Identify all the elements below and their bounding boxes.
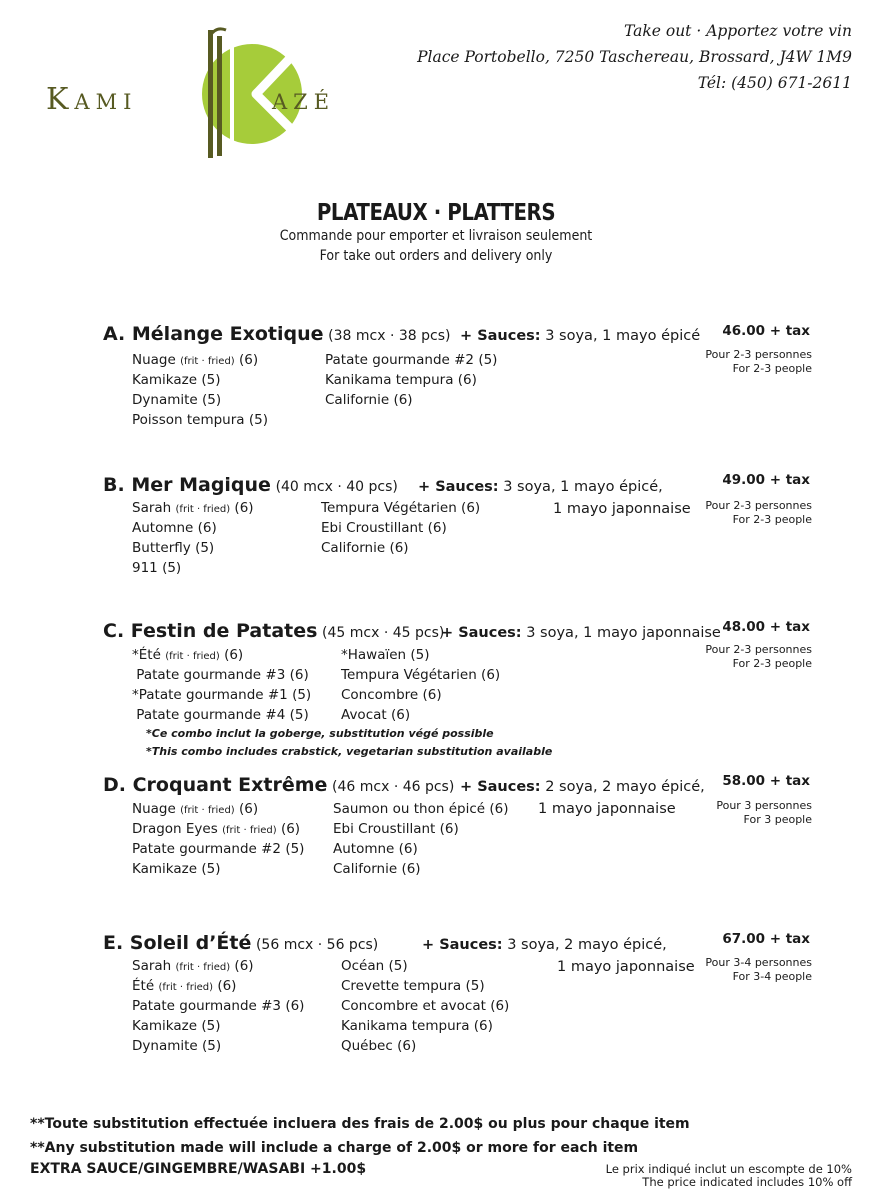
- item-count: (5): [195, 540, 215, 556]
- section-pieces: (45 mcx · 45 pcs): [322, 625, 445, 641]
- sauces-text-continued: 1 mayo japonnaise: [538, 801, 676, 817]
- section-name: D. Croquant Extrême: [103, 774, 328, 796]
- combo-note: *Ce combo inclut la goberge, substitution végé possible: [146, 727, 494, 740]
- contact-phone: Tél: (450) 671-2611: [697, 74, 852, 92]
- servings-en: For 2-3 people: [732, 362, 812, 375]
- item-note: (frit · fried): [165, 651, 220, 662]
- item-count: (6): [481, 667, 501, 683]
- menu-item: [132, 958, 254, 974]
- subtitle-fr: Commande pour emporter et livraison seulement: [279, 228, 593, 244]
- discount-fr: Le prix indiqué inclut un escompte de 10%: [605, 1162, 852, 1176]
- menu-item: [132, 1018, 220, 1034]
- sauces-text: 3 soya, 2 mayo épicé,: [507, 937, 667, 953]
- footer-substitution-fr: **Toute substitution effectuée incluera des frais de 2.00$ ou plus pour chaque item: [30, 1116, 690, 1132]
- section-sauces: [441, 625, 721, 641]
- item-name: Dynamite: [132, 392, 198, 408]
- menu-item: [333, 841, 418, 857]
- item-count: (6): [489, 801, 509, 817]
- item-name: Concombre: [341, 687, 419, 703]
- item-count: (5): [292, 687, 312, 703]
- section-sauces: [422, 937, 667, 953]
- item-name: Sarah: [132, 958, 172, 974]
- item-name: Ebi Croustillant: [333, 821, 436, 837]
- section-price: 58.00 + tax: [722, 773, 810, 789]
- item-name: Kanikama tempura: [325, 372, 454, 388]
- footer-discount: [606, 1163, 852, 1189]
- sauces-text: 2 soya, 2 mayo épicé,: [545, 779, 705, 795]
- sauces-label: + Sauces:: [422, 937, 503, 953]
- section-price: 46.00 + tax: [722, 323, 810, 339]
- servings-en: For 3 people: [743, 813, 812, 826]
- menu-item: [321, 520, 447, 536]
- menu-item: [132, 801, 258, 817]
- section-heading: [103, 620, 444, 642]
- item-note: (frit · fried): [180, 356, 235, 367]
- item-count: (5): [201, 1018, 221, 1034]
- item-count: (5): [202, 392, 222, 408]
- item-name: Dynamite: [132, 1038, 198, 1054]
- item-name: Concombre et avocat: [341, 998, 486, 1014]
- menu-item: [325, 392, 413, 408]
- section-price: 67.00 + tax: [722, 931, 810, 947]
- section-heading: [103, 932, 378, 954]
- item-count: (6): [390, 707, 411, 723]
- item-name: Kamikaze: [132, 1018, 198, 1034]
- subtitle-en: For take out orders and delivery only: [319, 248, 553, 264]
- contact-line: Take out · Apportez votre vin: [624, 22, 852, 40]
- menu-item: [132, 352, 258, 368]
- menu-item: [333, 821, 459, 837]
- item-count: (6): [422, 687, 442, 703]
- section-sauces: [418, 479, 663, 495]
- section-servings: [705, 643, 812, 671]
- section-pieces: (46 mcx · 46 pcs): [332, 779, 455, 795]
- item-count: (6): [197, 520, 217, 536]
- menu-item: [325, 352, 497, 368]
- item-name: Dragon Eyes: [132, 821, 218, 837]
- section-sauces: [460, 779, 705, 795]
- discount-en: The price indicated includes 10% off: [642, 1175, 852, 1189]
- item-name: Océan: [341, 958, 385, 974]
- section-heading: [103, 323, 450, 345]
- item-count: (6): [457, 372, 477, 388]
- sauces-label: + Sauces:: [460, 328, 541, 344]
- menu-item: [132, 412, 268, 428]
- section-sauces: [460, 328, 700, 344]
- menu-item: [132, 540, 214, 556]
- item-count: (6): [224, 647, 244, 663]
- menu-item: [341, 1018, 493, 1034]
- menu-item: [132, 372, 220, 388]
- item-note: (frit · fried): [222, 825, 277, 836]
- servings-fr: Pour 2-3 personnes: [705, 499, 812, 512]
- section-pieces: (40 mcx · 40 pcs): [275, 479, 398, 495]
- menu-item: [132, 687, 311, 703]
- sauces-label: + Sauces:: [418, 479, 499, 495]
- menu-item: [341, 1038, 416, 1054]
- footer-substitution-en: **Any substitution made will include a charge of 2.00$ or more for each item: [30, 1140, 639, 1156]
- item-count: (6): [285, 998, 305, 1014]
- section-name: B. Mer Magique: [103, 474, 271, 496]
- item-name: Ebi Croustillant: [321, 520, 424, 536]
- item-count: (6): [439, 821, 459, 837]
- menu-item: [132, 841, 304, 857]
- item-note: (frit · fried): [158, 982, 214, 993]
- menu-item: [132, 821, 300, 837]
- sauces-label: + Sauces:: [460, 779, 541, 795]
- item-count: (6): [401, 861, 421, 877]
- item-note: (frit · fried): [175, 504, 231, 515]
- servings-fr: Pour 3 personnes: [716, 799, 812, 812]
- item-count: (5): [465, 978, 485, 994]
- servings-en: For 2-3 people: [732, 657, 812, 670]
- item-name: Poisson tempura: [132, 412, 245, 428]
- item-count: (6): [473, 1018, 493, 1034]
- item-name: Nuage: [132, 801, 176, 817]
- servings-en: For 2-3 people: [732, 513, 812, 526]
- servings-fr: Pour 2-3 personnes: [705, 643, 812, 656]
- menu-item: [132, 978, 236, 994]
- item-count: (6): [280, 821, 301, 837]
- section-name: C. Festin de Patates: [103, 620, 318, 642]
- menu-item: [132, 647, 243, 663]
- sauces-label: + Sauces:: [441, 625, 522, 641]
- item-count: (6): [393, 392, 413, 408]
- section-servings: [705, 499, 812, 527]
- section-servings: [705, 348, 812, 376]
- servings-en: For 3-4 people: [732, 970, 812, 983]
- section-price: 48.00 + tax: [722, 619, 810, 635]
- item-count: (6): [239, 352, 259, 368]
- menu-item: [341, 707, 410, 723]
- item-name: Saumon ou thon épicé: [333, 801, 486, 817]
- menu-item: [341, 998, 509, 1014]
- item-count: (5): [478, 352, 498, 368]
- item-name: Californie: [333, 861, 398, 877]
- contact-address: Place Portobello, 7250 Taschereau, Brossard, J4W 1M9: [417, 48, 852, 66]
- section-pieces: (38 mcx · 38 pcs): [328, 328, 451, 344]
- menu-item: [333, 801, 509, 817]
- section-servings: [716, 799, 812, 827]
- section-heading: [103, 774, 454, 796]
- item-name: Butterfly: [132, 540, 191, 556]
- item-count: (5): [202, 1038, 222, 1054]
- item-name: Patate gourmande #2: [132, 841, 282, 857]
- menu-item: [321, 540, 409, 556]
- item-name: 911: [132, 560, 158, 576]
- item-count: (5): [285, 841, 305, 857]
- item-name: Avocat: [341, 707, 387, 723]
- menu-item: [132, 998, 304, 1014]
- item-name: Été: [132, 978, 155, 994]
- item-name: *Hawaïen: [341, 647, 407, 663]
- sauces-text: 3 soya, 1 mayo japonnaise: [526, 625, 721, 641]
- section-name: A. Mélange Exotique: [103, 323, 324, 345]
- sauces-text-continued: 1 mayo japonnaise: [553, 501, 691, 517]
- item-count: (6): [234, 958, 254, 974]
- item-name: Crevette tempura: [341, 978, 462, 994]
- sauces-text: 3 soya, 1 mayo épicé: [545, 328, 701, 344]
- item-name: Californie: [321, 540, 386, 556]
- section-servings: [705, 956, 812, 984]
- item-name: Patate gourmande #4: [132, 707, 286, 723]
- item-note: (frit · fried): [175, 962, 231, 973]
- item-count: (6): [289, 667, 309, 683]
- combo-note: *This combo includes crabstick, vegetarian substitution available: [146, 745, 553, 758]
- item-count: (6): [217, 978, 237, 994]
- item-count: (5): [388, 958, 408, 974]
- menu-item: [321, 500, 480, 516]
- item-count: (6): [397, 1038, 417, 1054]
- sauces-text-continued: 1 mayo japonnaise: [557, 959, 695, 975]
- item-name: Tempura Végétarien: [341, 667, 477, 683]
- item-count: (5): [248, 412, 268, 428]
- menu-item: [333, 861, 421, 877]
- section-price: 49.00 + tax: [722, 472, 810, 488]
- footer-extras: EXTRA SAUCE/GINGEMBRE/WASABI +1.00$: [30, 1161, 367, 1177]
- servings-fr: Pour 3-4 personnes: [705, 956, 812, 969]
- menu-item: [341, 958, 408, 974]
- item-count: (6): [427, 520, 447, 536]
- item-count: (6): [239, 801, 259, 817]
- item-count: (6): [461, 500, 481, 516]
- item-name: Automne: [333, 841, 395, 857]
- menu-item: [132, 560, 181, 576]
- item-name: Patate gourmande #2: [325, 352, 475, 368]
- item-name: Californie: [325, 392, 390, 408]
- menu-item: [132, 707, 309, 723]
- logo-text-right: azé: [272, 82, 336, 117]
- page-title: PLATEAUX · PLATTERS: [316, 200, 556, 226]
- item-count: (5): [201, 372, 221, 388]
- item-count: (6): [490, 998, 510, 1014]
- item-name: Québec: [341, 1038, 393, 1054]
- menu-item: [132, 500, 254, 516]
- logo-text-left: Kami: [46, 82, 138, 117]
- item-count: (5): [410, 647, 430, 663]
- menu-item: [341, 647, 430, 663]
- menu-item: [132, 392, 221, 408]
- menu-item: [341, 667, 500, 683]
- menu-item: [341, 978, 485, 994]
- menu-item: [341, 687, 442, 703]
- item-name: Patate gourmande #3: [132, 998, 282, 1014]
- item-count: (6): [398, 841, 418, 857]
- menu-item: [132, 861, 220, 877]
- item-name: Automne: [132, 520, 194, 536]
- sauces-text: 3 soya, 1 mayo épicé,: [503, 479, 663, 495]
- item-name: Tempura Végétarien: [321, 500, 457, 516]
- title-block: [0, 200, 872, 266]
- item-count: (5): [162, 560, 182, 576]
- servings-fr: Pour 2-3 personnes: [705, 348, 812, 361]
- item-name: Patate gourmande #3: [132, 667, 286, 683]
- item-name: *Été: [132, 647, 161, 663]
- section-name: E. Soleil d’Été: [103, 932, 252, 954]
- menu-item: [132, 667, 309, 683]
- item-count: (6): [389, 540, 409, 556]
- menu-item: [132, 520, 217, 536]
- section-pieces: (56 mcx · 56 pcs): [255, 937, 379, 953]
- contact-block: [417, 18, 852, 96]
- item-note: (frit · fried): [180, 805, 235, 816]
- item-count: (6): [234, 500, 254, 516]
- item-name: Kamikaze: [132, 372, 198, 388]
- menu-item: [132, 1038, 221, 1054]
- section-heading: [103, 474, 398, 496]
- item-count: (5): [201, 861, 221, 877]
- item-name: Sarah: [132, 500, 172, 516]
- item-name: Kanikama tempura: [341, 1018, 470, 1034]
- logo: [40, 24, 410, 164]
- menu-item: [325, 372, 477, 388]
- item-name: Kamikaze: [132, 861, 198, 877]
- item-name: *Patate gourmande #1: [132, 687, 288, 703]
- item-name: Nuage: [132, 352, 176, 368]
- item-count: (5): [289, 707, 309, 723]
